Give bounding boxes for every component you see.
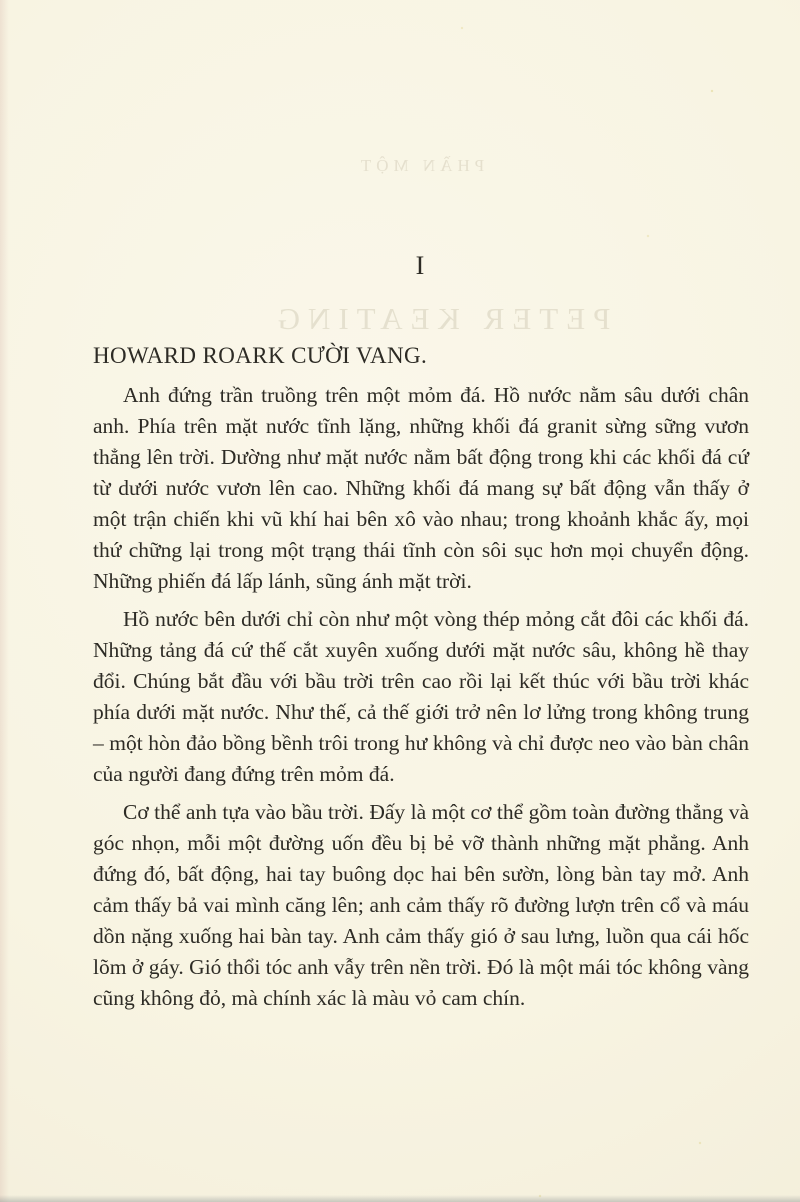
scan-edge-bottom xyxy=(0,1195,800,1202)
showthrough-part-label: PHẦN MỘT xyxy=(355,156,485,175)
body-text-block xyxy=(93,340,749,1021)
chapter-number: I xyxy=(415,251,425,280)
paragraph-2: Hồ nước bên dưới chỉ còn như một vòng thép mỏng cắt đôi các khối đá. Những tảng đá cứ thế cắt xuyên xuống dưới mặt nước sâu, không hề thay đổi. Chúng bắt đầu với bầu trời trên cao rồi lại kết thúc với bầu trời khác phía dưới mặt nước. Như thế, cả thế giới trở nên lơ lửng trong không trung – một hòn đảo bồng bềnh trôi trong hư không và chỉ được neo vào bàn chân của người đang đứng trên mỏm đá. xyxy=(93,607,749,786)
opening-line: HOWARD ROARK CƯỜI VANG. xyxy=(93,343,428,368)
showthrough-chapter-title: PETER KEATING xyxy=(269,301,611,336)
scan-edge-left xyxy=(0,0,9,1202)
paragraph-1: Anh đứng trần truồng trên một mỏm đá. Hồ nước nằm sâu dưới chân anh. Phía trên mặt nước tĩnh lặng, những khối đá granit sừng sững vươn thẳng lên trời. Dường như mặt nước nằm bất động trong khi các khối đá cứ từ dưới nước vươn lên cao. Những khối đá mang sự bất động vẫn thấy ở một trận chiến khi vũ khí hai bên xô vào nhau; trong khoảnh khắc ấy, mọi thứ chững lại trong một trạng thái tĩnh còn sôi sục hơn mọi chuyển động. Những phiến đá lấp lánh, sũng ánh mặt trời. xyxy=(93,383,749,593)
paragraph-3: Cơ thể anh tựa vào bầu trời. Đấy là một cơ thể gồm toàn đường thẳng và góc nhọn, mỗi một đường uốn đều bị bẻ vỡ thành những mặt phẳng. Anh đứng đó, bất động, hai tay buông dọc hai bên sườn, lòng bàn tay mở. Anh cảm thấy bả vai mình căng lên; anh cảm thấy rõ đường lượn trên cổ và máu dồn nặng xuống hai bàn tay. Anh cảm thấy gió ở sau lưng, luồn qua cái hốc lõm ở gáy. Gió thổi tóc anh vẫy trên nền trời. Đó là một mái tóc không vàng cũng không đỏ, mà chính xác là màu vỏ cam chín. xyxy=(93,800,749,1010)
